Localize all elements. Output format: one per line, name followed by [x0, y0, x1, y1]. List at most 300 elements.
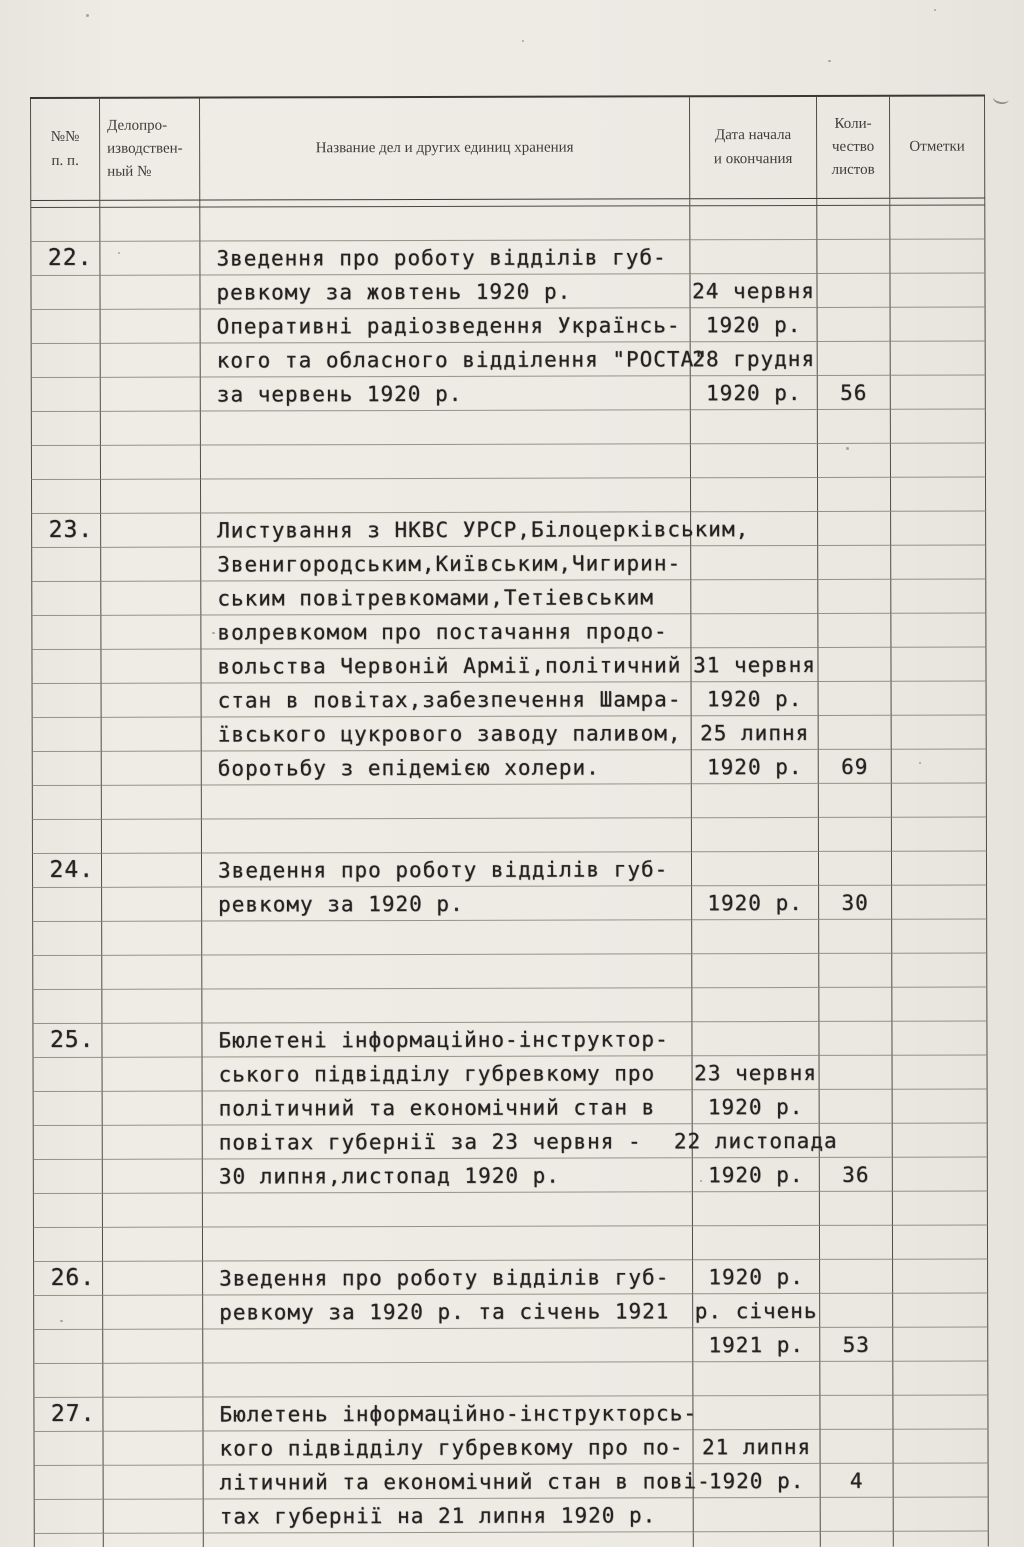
cell-marks [891, 307, 986, 341]
cell-title [202, 954, 692, 989]
cell-marks [893, 1225, 988, 1259]
cell-num [33, 1228, 103, 1262]
title-line: Листування з НКВС УРСР,Білоцерківським, [217, 517, 750, 543]
date-line: 1920 р. [708, 1162, 804, 1188]
cell-marks [891, 579, 986, 613]
cell-num [33, 1296, 103, 1330]
cell-title [202, 818, 692, 853]
cell-office-number [103, 1058, 203, 1092]
cell-title [201, 410, 691, 445]
cell-marks [892, 749, 987, 783]
header-office-line3: ный № [107, 163, 152, 180]
cell-sheet-count [820, 1158, 893, 1192]
header-count-line1: Коли- [834, 115, 872, 132]
cell-office-number [103, 1092, 203, 1126]
cell-date [692, 852, 819, 886]
cell-title [201, 376, 691, 411]
row-number [93, 508, 100, 513]
cell-title [202, 716, 692, 751]
cell-date [673, 1124, 838, 1158]
date-line: 25 липня [700, 720, 810, 746]
cell-title [203, 1090, 693, 1125]
table-row [31, 613, 986, 650]
scan-speckle [828, 60, 831, 62]
cell-sheet-count [817, 274, 890, 308]
cell-office-number [101, 378, 201, 412]
row-number [95, 1120, 102, 1125]
cell-office-number [101, 650, 201, 684]
cell-marks [892, 953, 987, 987]
cell-title [201, 546, 691, 581]
scan-speckle [118, 252, 120, 254]
header-count-line3: листов [831, 161, 875, 179]
cell-marks [892, 681, 987, 715]
cell-sheet-count [820, 1362, 893, 1396]
cell-marks [892, 817, 987, 851]
cell-marks [893, 1089, 988, 1123]
date-line: 1920 р. [708, 1264, 804, 1290]
header-date-line2: и окончания [713, 150, 793, 167]
title-line: повітах губернії за 23 червня - [218, 1129, 642, 1155]
cell-marks [890, 205, 985, 239]
cell-office-number [101, 446, 201, 480]
cell-marks [892, 783, 987, 817]
cell-title [201, 580, 691, 615]
cell-sheet-count [819, 954, 892, 988]
cell-num [31, 480, 101, 514]
cell-title [202, 750, 692, 785]
cell-num [31, 344, 101, 378]
row-number [94, 950, 101, 955]
row-number [95, 1222, 102, 1227]
cell-title [200, 274, 690, 309]
title-line: Бюлетень інформаційно-інструкторсь- [219, 1401, 697, 1427]
row-number [93, 304, 100, 309]
cell-sheet-count [821, 1498, 894, 1532]
title-line: кого та обласного відділення "РОСТА" [216, 347, 708, 373]
cell-office-number [103, 1160, 203, 1194]
cell-title [203, 1362, 693, 1397]
cell-date [693, 1430, 820, 1464]
title-line: ревкому за 1920 р. та січень 1921 [219, 1299, 670, 1325]
cell-title [204, 1464, 711, 1499]
table-row [31, 375, 986, 412]
title-line: Зведення про роботу відділів губ- [216, 245, 667, 271]
header-date-line1: Дата начала [714, 127, 792, 144]
cell-title [203, 1328, 693, 1363]
cell-sheet-count [820, 1396, 893, 1430]
date-line: 1920 р. [706, 686, 803, 712]
cell-office-number [100, 276, 200, 310]
cell-num [31, 378, 101, 412]
table-row [33, 1123, 988, 1160]
cell-marks [893, 1361, 988, 1395]
row-number [95, 1392, 102, 1397]
cell-sheet-count [820, 1056, 893, 1090]
table-row [32, 851, 987, 888]
cell-num [33, 1262, 103, 1296]
cell-title [203, 1260, 693, 1295]
cell-num [30, 242, 100, 276]
cell-date [693, 1158, 820, 1192]
cell-date [690, 206, 817, 240]
row-number [95, 1324, 102, 1329]
table-row [33, 1293, 988, 1330]
row-number [96, 1460, 103, 1465]
row-number [96, 1528, 103, 1533]
cell-sheet-count [818, 478, 891, 512]
row-number [96, 1494, 103, 1499]
title-line: боротьбу з епідемією холери. [217, 755, 600, 781]
cell-marks [893, 1191, 988, 1225]
cell-sheet-count [819, 852, 892, 886]
cell-date [694, 1498, 821, 1532]
cell-num [31, 310, 101, 344]
table-row [31, 307, 986, 344]
date-line: 1920 р. [706, 754, 803, 780]
cell-marks [892, 919, 987, 953]
cell-num [32, 820, 102, 854]
cell-sheet-count [819, 784, 892, 818]
sheet-count: 4 [849, 1468, 864, 1493]
row-number [94, 712, 101, 717]
cell-marks [891, 477, 986, 511]
header-cell-num [30, 99, 100, 200]
cell-date [691, 376, 818, 410]
cell-num [31, 514, 101, 548]
sheet-count: 53 [842, 1332, 870, 1357]
table-row [32, 817, 987, 854]
cell-office-number [103, 1398, 203, 1432]
cell-num [31, 412, 101, 446]
cell-marks [892, 1021, 987, 1055]
cell-num [30, 208, 100, 242]
date-line: 1920 р. [705, 380, 802, 406]
cell-sheet-count [819, 750, 892, 784]
cell-num [33, 1194, 103, 1228]
cell-sheet-count [820, 1294, 893, 1328]
table-row [30, 273, 985, 310]
cell-office-number [103, 1262, 203, 1296]
row-number: 24. [49, 856, 95, 883]
table-row [33, 1395, 988, 1432]
row-number [94, 848, 101, 853]
cell-date [692, 818, 819, 852]
table-row [31, 579, 986, 616]
cell-sheet-count [819, 818, 892, 852]
cell-office-number [103, 1228, 203, 1262]
scan-speckle [919, 762, 921, 764]
cell-sheet-count [818, 512, 891, 546]
cell-sheet-count [819, 988, 892, 1022]
cell-office-number [104, 1466, 204, 1500]
row-number [95, 1188, 102, 1193]
scan-speckle [934, 9, 936, 11]
table-row [34, 1463, 989, 1500]
cell-marks [891, 375, 986, 409]
row-number [93, 440, 100, 445]
header-count-line2: чество [831, 138, 875, 155]
cell-office-number [103, 1364, 203, 1398]
row-number [93, 406, 100, 411]
table-row [31, 409, 986, 446]
cell-title [200, 206, 690, 241]
title-line: політичний та економічний стан в [218, 1095, 656, 1121]
cell-sheet-count [820, 1226, 893, 1260]
cell-sheet-count [817, 206, 890, 240]
title-line: кого підвідділу губревкому про по- [219, 1435, 684, 1461]
table-body [30, 205, 988, 1533]
cell-sheet-count [820, 1328, 893, 1362]
table-row [32, 919, 987, 956]
cell-marks [890, 239, 985, 273]
cell-date [693, 1328, 820, 1362]
date-line: 28 грудня [692, 346, 816, 372]
header-cell-date [690, 97, 817, 198]
cell-num [32, 956, 102, 990]
sheet-count: 56 [840, 380, 868, 405]
table-row [32, 715, 987, 752]
row-number [94, 678, 101, 683]
sheet-count: 69 [841, 754, 869, 779]
cell-date [693, 1362, 820, 1396]
cell-title [201, 648, 691, 683]
table-row [33, 1157, 988, 1194]
table-row [30, 239, 985, 276]
row-number [93, 338, 100, 343]
cell-date [691, 512, 818, 546]
cell-sheet-count [819, 1022, 892, 1056]
row-number [95, 1086, 102, 1091]
cell-marks [892, 885, 987, 919]
title-line: Зведення про роботу відділів губ- [219, 1265, 670, 1291]
cell-marks [894, 1463, 989, 1497]
table-row [33, 1191, 988, 1228]
cell-marks [893, 1293, 988, 1327]
cell-office-number [101, 310, 201, 344]
cell-title [202, 1022, 692, 1057]
row-number [93, 610, 100, 615]
cell-date [693, 1260, 820, 1294]
cell-num [33, 1432, 103, 1466]
cell-num [31, 616, 101, 650]
cell-date [691, 444, 818, 478]
cell-date [694, 1464, 821, 1498]
cell-title [202, 852, 692, 887]
table-row [33, 1055, 988, 1092]
table-row [31, 341, 986, 378]
cell-num [33, 1364, 103, 1398]
cell-office-number [102, 718, 202, 752]
date-line: 21 липня [701, 1434, 812, 1460]
scan-speckle [86, 14, 89, 17]
cell-title [201, 342, 708, 377]
table-row [31, 511, 986, 548]
scan-speckle [212, 632, 215, 634]
cell-num [34, 1500, 104, 1534]
scan-speckle [522, 40, 524, 42]
cell-sheet-count [821, 1464, 894, 1498]
cell-num [32, 752, 102, 786]
cell-num [31, 548, 101, 582]
cell-office-number [102, 854, 202, 888]
cell-sheet-count [820, 1430, 893, 1464]
table-row [32, 783, 987, 820]
cell-office-number [104, 1500, 204, 1534]
cell-title [201, 444, 691, 479]
date-line: 1921 р. [708, 1332, 805, 1358]
date-line: 24 червня [692, 278, 815, 304]
cell-date [692, 1022, 819, 1056]
cell-title [203, 1430, 693, 1465]
cell-sheet-count [819, 716, 892, 750]
cell-sheet-count [818, 308, 891, 342]
cell-marks [893, 1055, 988, 1089]
header-num-line2: п. п. [51, 152, 79, 169]
cell-office-number [102, 684, 202, 718]
table-row [31, 477, 986, 514]
cell-title [203, 1294, 693, 1329]
cell-office-number [102, 990, 202, 1024]
cell-office-number [103, 1432, 203, 1466]
date-line: 1920 р. [707, 1094, 804, 1120]
table-row [32, 885, 987, 922]
cell-date [691, 648, 818, 682]
table-row [32, 1021, 987, 1058]
cell-date [691, 580, 818, 614]
cell-office-number [102, 752, 202, 786]
cell-title [203, 1056, 693, 1091]
cell-sheet-count [817, 240, 890, 274]
archive-inventory-table [30, 94, 989, 1547]
cell-date [692, 784, 819, 818]
cell-marks [893, 1123, 988, 1157]
cell-marks [891, 409, 986, 443]
table-filler-row [34, 1531, 989, 1547]
cell-title [201, 478, 691, 513]
cell-date [693, 1056, 820, 1090]
cell-num [33, 1398, 103, 1432]
cell-num [32, 718, 102, 752]
cell-marks [891, 511, 986, 545]
table-row [33, 1429, 988, 1466]
cell-date [691, 614, 818, 648]
title-line: ївського цукрового заводу паливом, [217, 721, 682, 747]
cell-date [691, 478, 818, 512]
cell-num [32, 888, 102, 922]
title-line: вольства Червоній Армії,політичний [217, 653, 682, 679]
table-row [32, 681, 987, 718]
cell-office-number [103, 1296, 203, 1330]
row-number [92, 236, 99, 241]
date-line: р. січень [694, 1298, 818, 1324]
cell-sheet-count [818, 614, 891, 648]
header-office-line1: Делопро- [107, 117, 168, 134]
table-header-row [30, 96, 985, 200]
title-line: ського підвідділу губревкому про [218, 1061, 656, 1087]
cell-num [33, 1092, 103, 1126]
cell-num [32, 922, 102, 956]
table-row [33, 1225, 988, 1262]
cell-office-number [102, 786, 202, 820]
title-line: ським повітревкомами,Тетіевським [217, 585, 654, 611]
cell-date [693, 1396, 820, 1430]
cell-sheet-count [820, 1090, 893, 1124]
date-line: 1920 р. [708, 1468, 805, 1494]
table-row [32, 987, 987, 1024]
cell-office-number [102, 922, 202, 956]
header-cell-sheet-count [817, 97, 890, 198]
cell-sheet-count [818, 546, 891, 580]
cell-office-number [102, 820, 202, 854]
row-number [94, 1018, 101, 1023]
cell-title [202, 920, 692, 955]
pen-mark [992, 92, 1010, 106]
cell-sheet-count [819, 920, 892, 954]
table-row [33, 1361, 988, 1398]
date-line: 1920 р. [707, 890, 803, 916]
sheet-count: 36 [842, 1162, 870, 1187]
header-title-line: Название дел и других единиц хранения [315, 139, 574, 157]
row-number: 26. [50, 1264, 96, 1291]
title-line: ревкому за жовтень 1920 р. [216, 279, 572, 305]
cell-sheet-count [818, 376, 891, 410]
cell-title [202, 988, 692, 1023]
table-row [31, 443, 986, 480]
cell-sheet-count [818, 410, 891, 444]
row-number: 22. [47, 244, 93, 271]
cell-date [693, 1192, 820, 1226]
title-line: літичний та економічний стан в пові- [219, 1469, 711, 1495]
cell-date [692, 682, 819, 716]
title-line: за червень 1920 р. [216, 381, 463, 407]
cell-marks [891, 613, 986, 647]
table-row [31, 545, 986, 582]
cell-date [691, 410, 818, 444]
cell-marks [891, 443, 986, 477]
cell-marks [891, 545, 986, 579]
cell-date [691, 546, 818, 580]
date-line: 22 листопада [673, 1128, 838, 1154]
cell-sheet-count [819, 886, 892, 920]
date-line: 1920 р. [705, 312, 802, 338]
cell-sheet-count [820, 1192, 893, 1226]
header-cell-office-number [100, 99, 200, 200]
row-number [94, 916, 101, 921]
cell-sheet-count [820, 1124, 893, 1158]
cell-title [203, 1192, 693, 1227]
cell-date [693, 1090, 820, 1124]
cell-title [201, 512, 750, 547]
cell-date [690, 274, 817, 308]
cell-title [204, 1498, 694, 1533]
cell-sheet-count [820, 1260, 893, 1294]
table-row [33, 1089, 988, 1126]
row-number [94, 746, 101, 751]
cell-num [31, 650, 101, 684]
table-row [33, 1259, 988, 1296]
cell-sheet-count [818, 648, 891, 682]
cell-num [32, 990, 102, 1024]
row-number [93, 372, 100, 377]
cell-num [32, 684, 102, 718]
table-row [32, 953, 987, 990]
row-number: 23. [48, 516, 94, 543]
cell-office-number [103, 1126, 203, 1160]
cell-office-number [103, 1330, 203, 1364]
cell-title [201, 614, 691, 649]
cell-office-number [100, 242, 200, 276]
